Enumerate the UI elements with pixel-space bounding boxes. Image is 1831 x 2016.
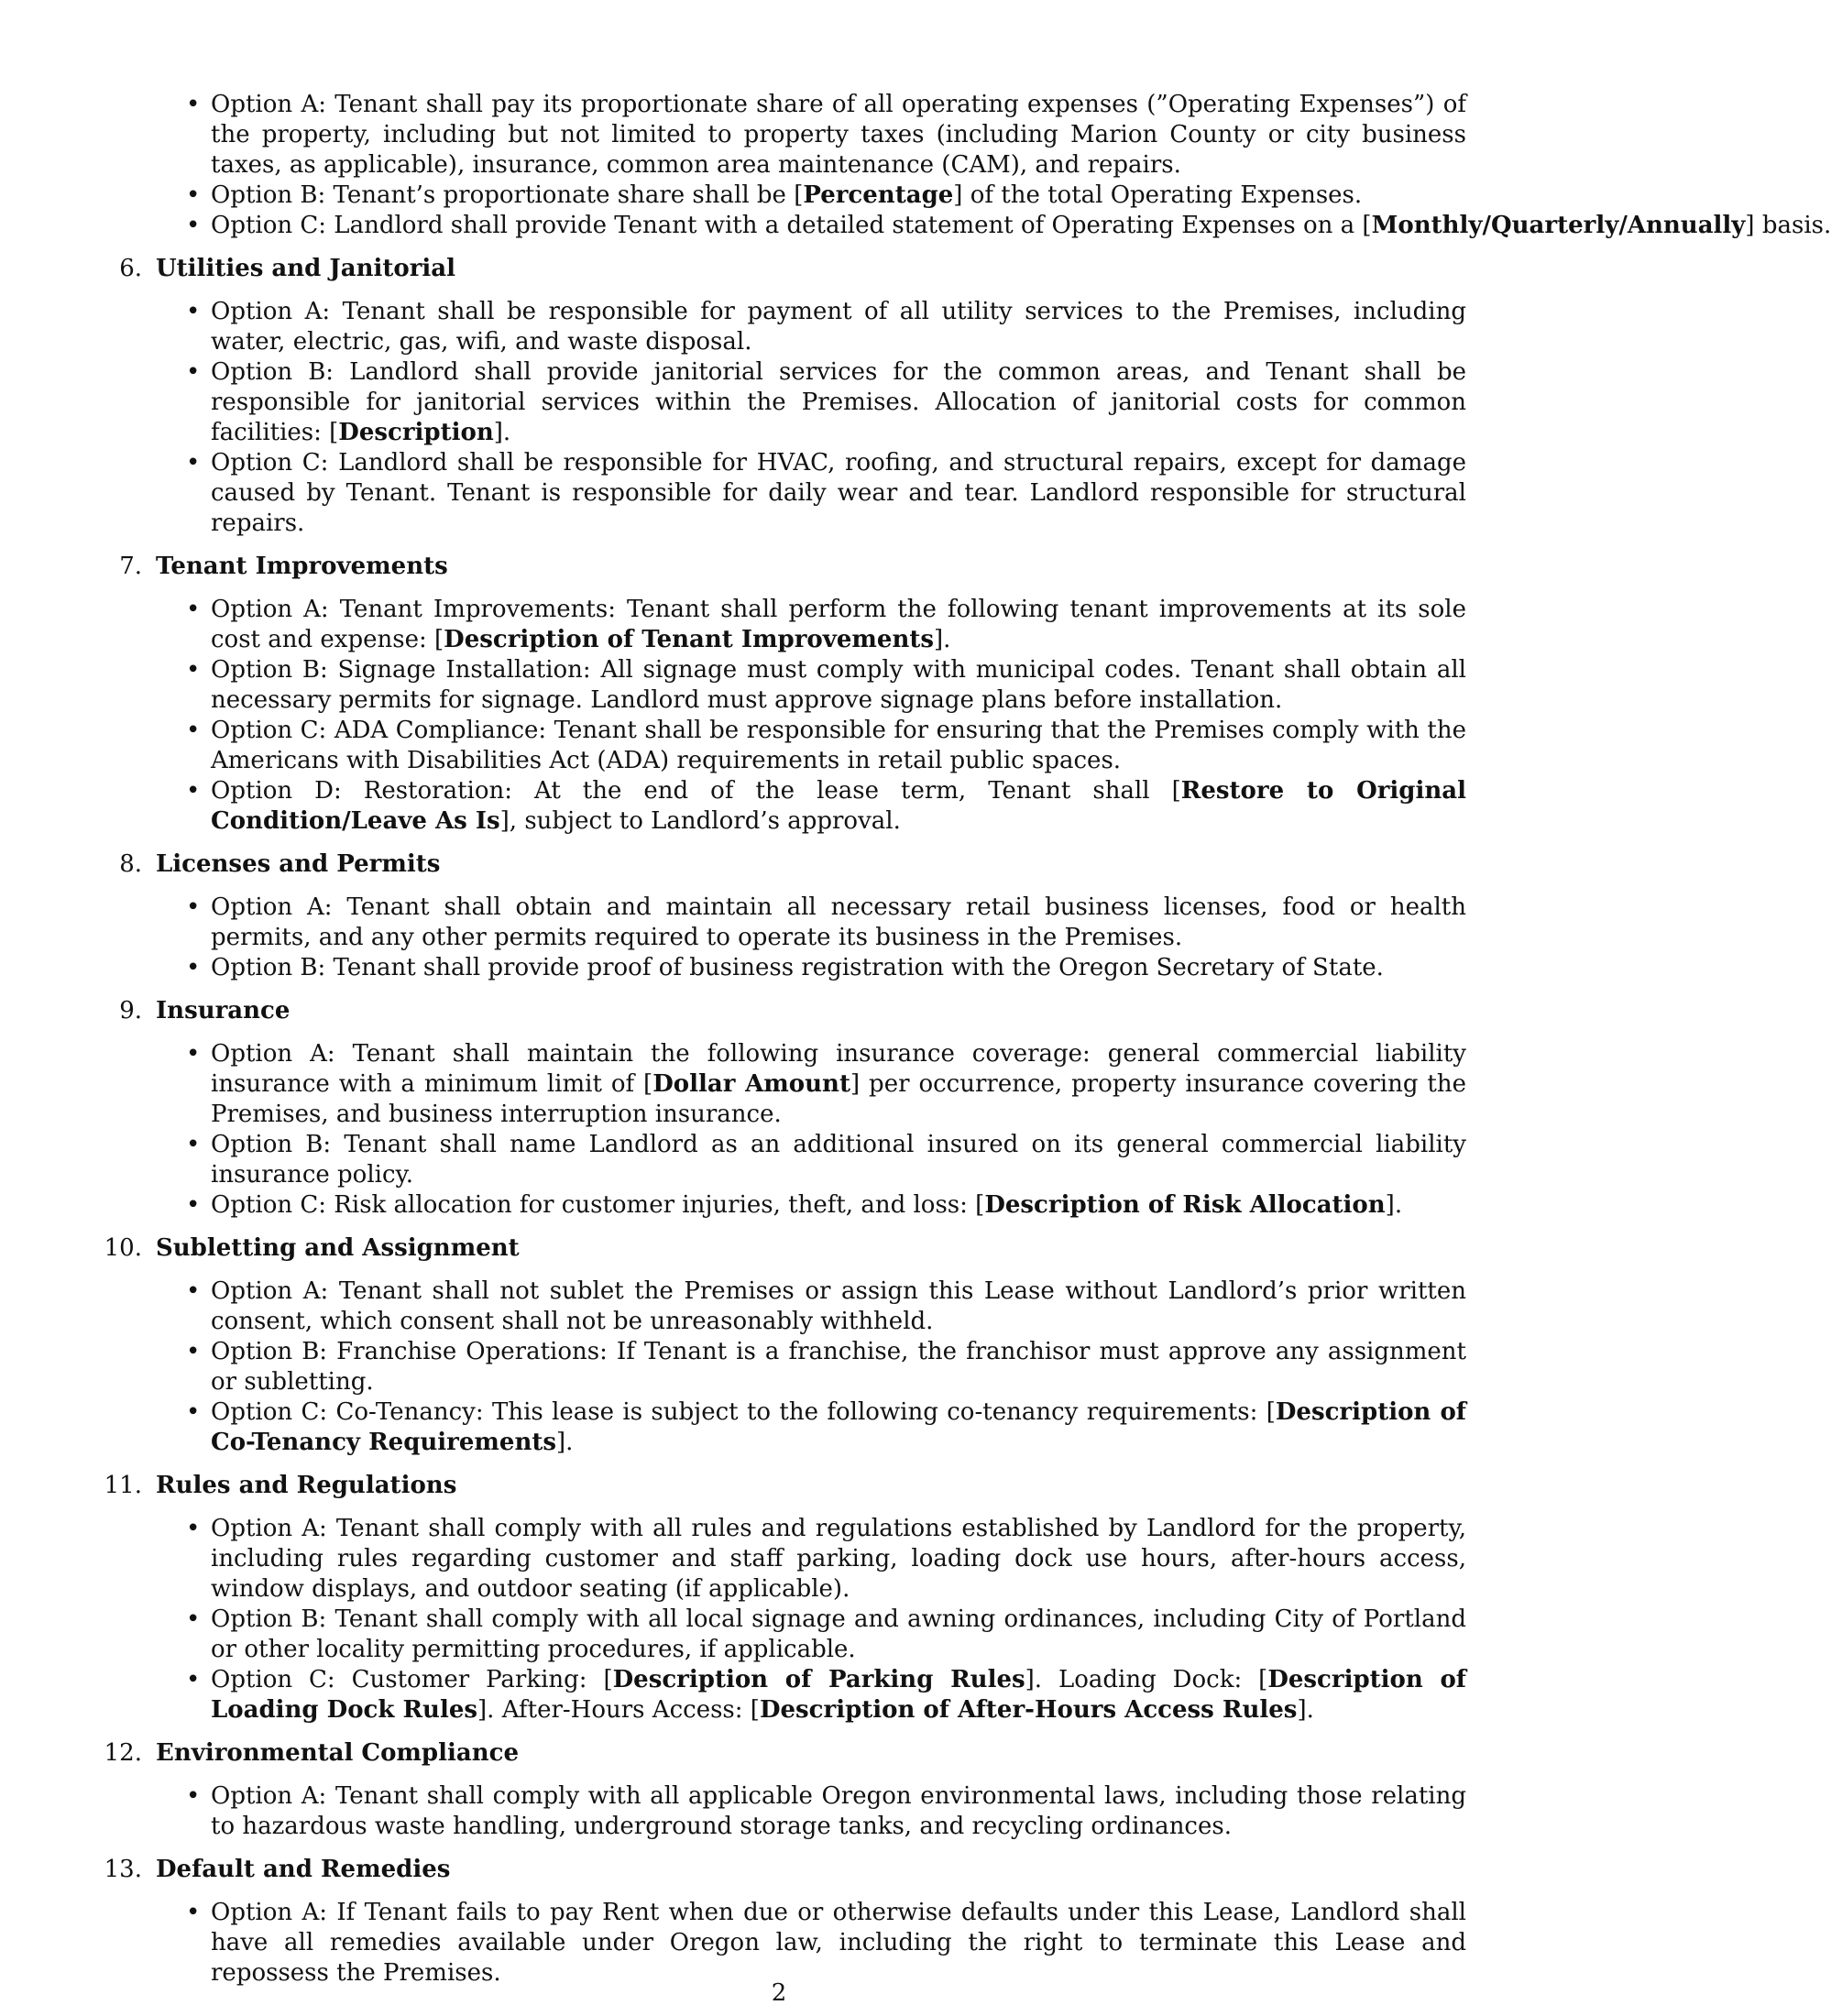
option-text: Option A: Tenant shall comply with all rules and regulations established by Landlord for the property, including rules regarding customer and staff parking, loading dock use hours, after-hours access, window displays, and outdoor seating (if applicable).: [211, 1515, 1466, 1603]
option-text: ] per occurrence, property insurance covering the Premises, and business interruption insurance.: [211, 1070, 1466, 1128]
option-list: [110, 297, 1466, 539]
operating-expenses-options: [110, 90, 1831, 241]
section-subletting-assignment: [104, 1233, 1466, 1458]
section-number: 9.: [119, 997, 142, 1024]
list-item: [110, 181, 1466, 211]
section-heading: [104, 1855, 1466, 1885]
option-list: [110, 893, 1466, 983]
option-text: Option B: Landlord shall provide janitorial services for the common areas, and Tenant shall be responsible for janitorial services within the Premises. Allocation of janitorial costs for common facilities: [: [211, 358, 1466, 446]
option-text: Option C: ADA Compliance: Tenant shall be responsible for ensuring that the Premises comply with the Americans with Disabilities Act (ADA) requirements in retail public spaces.: [211, 717, 1466, 774]
list-item: [110, 297, 1466, 357]
list-item: [110, 893, 1466, 953]
section-number: 10.: [104, 1234, 142, 1262]
section-utilities-janitorial: [110, 254, 1466, 539]
section-heading: [110, 552, 1466, 582]
list-item: [110, 953, 1466, 983]
option-text: Option B: Signage Installation: All signage must comply with municipal codes. Tenant shall obtain all necessary permits for signage. Landlord must approve signage plans before installation.: [211, 656, 1466, 714]
section-number: 11.: [104, 1472, 142, 1499]
option-list: [110, 1276, 1466, 1458]
option-text: ].: [493, 419, 511, 446]
option-text: Option C: Co-Tenancy: This lease is subject to the following co-tenancy requirements: [: [211, 1398, 1276, 1426]
placeholder-field: Monthly/Quarterly/Annually: [1371, 212, 1746, 239]
section-heading: [110, 849, 1466, 880]
placeholder-field: Description: [338, 419, 494, 446]
section-default-remedies: [104, 1855, 1466, 1989]
option-text: Option A: Tenant shall maintain the following insurance coverage: general commercial liability insurance with a minimum limit of [: [211, 1040, 1466, 1098]
list-item: [110, 776, 1466, 837]
placeholder-field: Description of Risk Allocation: [984, 1191, 1386, 1219]
lease-content: [104, 90, 1831, 1989]
section-tenant-improvements: [110, 552, 1466, 837]
section-title: Rules and Regulations: [156, 1472, 457, 1499]
list-item: [110, 716, 1466, 776]
option-text: Option B: Franchise Operations: If Tenant is a franchise, the franchisor must approve any assignment or subletting.: [211, 1338, 1466, 1396]
section-number: 13.: [104, 1856, 142, 1883]
section-heading: [110, 996, 1466, 1026]
list-item: [110, 1605, 1466, 1665]
section-insurance: [110, 996, 1466, 1221]
option-text: Option D: Restoration: At the end of the lease term, Tenant shall [: [211, 777, 1181, 805]
section-title: Tenant Improvements: [156, 553, 448, 580]
section-number: 6.: [119, 255, 142, 282]
list-item: [110, 1781, 1466, 1842]
section-number: 12.: [104, 1739, 142, 1767]
option-list: [110, 1514, 1466, 1726]
list-item: [110, 357, 1466, 448]
section-heading: [110, 254, 1466, 284]
option-list: [110, 1898, 1466, 1989]
option-text: Option B: Tenant shall provide proof of business registration with the Oregon Secretary of State.: [211, 954, 1384, 981]
section-number: 8.: [119, 850, 142, 878]
placeholder-field: Description of Tenant Improvements: [444, 626, 934, 653]
list-item: [110, 211, 1831, 241]
list-item: [110, 1276, 1466, 1337]
section-rules-regulations: [104, 1471, 1466, 1726]
option-text: Option C: Landlord shall provide Tenant with a detailed statement of Operating Expenses on a [: [211, 212, 1372, 239]
list-item: [110, 1039, 1466, 1130]
option-list: [110, 595, 1466, 837]
list-item: [110, 1397, 1466, 1458]
placeholder-field: Restore to Original Condition/Leave As Is: [211, 777, 1466, 835]
option-text: Option A: Tenant shall comply with all applicable Oregon environmental laws, including those relating to hazardous waste handling, underground storage tanks, and recycling ordinances.: [211, 1782, 1466, 1840]
option-text: Option B: Tenant shall comply with all local signage and awning ordinances, including City of Portland or other locality permitting procedures, if applicable.: [211, 1605, 1466, 1663]
section-number: 7.: [119, 553, 142, 580]
list-item: [110, 1665, 1466, 1726]
option-text: ].: [556, 1429, 574, 1456]
option-text: ].: [934, 626, 951, 653]
option-text: ].: [1385, 1191, 1403, 1219]
section-title: Environmental Compliance: [156, 1739, 519, 1767]
option-text: Option A: Tenant shall pay its proportionate share of all operating expenses (”Operating Expenses”) of the property, including but not limited to property taxes (including Marion County or city business taxes, as applicable), insurance, common area maintenance (CAM), and repairs.: [211, 91, 1466, 179]
placeholder-field: Description of Co-Tenancy Requirements: [211, 1398, 1466, 1456]
placeholder-field: Dollar Amount: [652, 1070, 850, 1098]
option-list: [110, 1781, 1466, 1842]
section-heading: [104, 1233, 1466, 1264]
placeholder-field: Description of Parking Rules: [612, 1666, 1025, 1693]
option-text: Option B: Tenant shall name Landlord as an additional insured on its general commercial liability insurance policy.: [211, 1131, 1466, 1189]
option-text: ].: [1297, 1696, 1314, 1724]
list-item: [110, 1190, 1466, 1221]
option-text: Option B: Tenant’s proportionate share shall be [: [211, 181, 804, 209]
section-title: Utilities and Janitorial: [156, 255, 455, 282]
option-text: Option C: Risk allocation for customer injuries, theft, and loss: [: [211, 1191, 985, 1219]
option-line: [211, 212, 1831, 239]
section-title: Licenses and Permits: [156, 850, 441, 878]
option-text: ] basis.: [1745, 212, 1831, 239]
list-item: [110, 655, 1466, 716]
list-item: [110, 1337, 1466, 1397]
section-environmental-compliance: [104, 1738, 1466, 1842]
placeholder-field: Percentage: [803, 181, 954, 209]
option-text: Option A: Tenant shall obtain and maintain all necessary retail business licenses, food or health permits, and any other permits required to operate its business in the Premises.: [211, 893, 1466, 951]
option-text: Option A: If Tenant fails to pay Rent when due or otherwise defaults under this Lease, Landlord shall have all remedies available under Oregon law, including the right to terminate this Lease and repossess the Premises.: [211, 1899, 1466, 1987]
section-heading: [104, 1738, 1466, 1769]
option-text: ]. Loading Dock: [: [1025, 1666, 1268, 1693]
option-text: ], subject to Landlord’s approval.: [499, 807, 901, 835]
section-title: Default and Remedies: [156, 1856, 451, 1883]
placeholder-field: Description of After-Hours Access Rules: [759, 1696, 1298, 1724]
section-title: Insurance: [156, 997, 291, 1024]
placeholder-field: Description of Loading Dock Rules: [211, 1666, 1466, 1724]
option-text: Option A: Tenant shall be responsible for payment of all utility services to the Premises, including water, electric, gas, wifi, and waste disposal.: [211, 298, 1466, 356]
page-number: 2: [771, 1979, 787, 2007]
option-text: Option C: Customer Parking: [: [211, 1666, 613, 1693]
option-text: Option C: Landlord shall be responsible for HVAC, roofing, and structural repairs, except for damage caused by Tenant. Tenant is responsible for daily wear and tear. Landlord responsible for structural repairs.: [211, 449, 1466, 537]
section-heading: [104, 1471, 1466, 1501]
option-list: [110, 1039, 1466, 1221]
list-item: [110, 1898, 1466, 1989]
section-licenses-permits: [110, 849, 1466, 983]
option-text: ] of the total Operating Expenses.: [953, 181, 1363, 209]
list-item: [110, 448, 1466, 539]
option-text: Option A: Tenant Improvements: Tenant shall perform the following tenant improvements at its sole cost and expense: [: [211, 596, 1466, 653]
list-item: [110, 1130, 1466, 1190]
list-item: [110, 1514, 1466, 1605]
option-text: ]. After-Hours Access: [: [477, 1696, 760, 1724]
section-title: Subletting and Assignment: [156, 1234, 520, 1262]
list-item: [110, 90, 1466, 181]
option-text: Option A: Tenant shall not sublet the Premises or assign this Lease without Landlord’s prior written consent, which consent shall not be unreasonably withheld.: [211, 1277, 1466, 1335]
list-item: [110, 595, 1466, 655]
